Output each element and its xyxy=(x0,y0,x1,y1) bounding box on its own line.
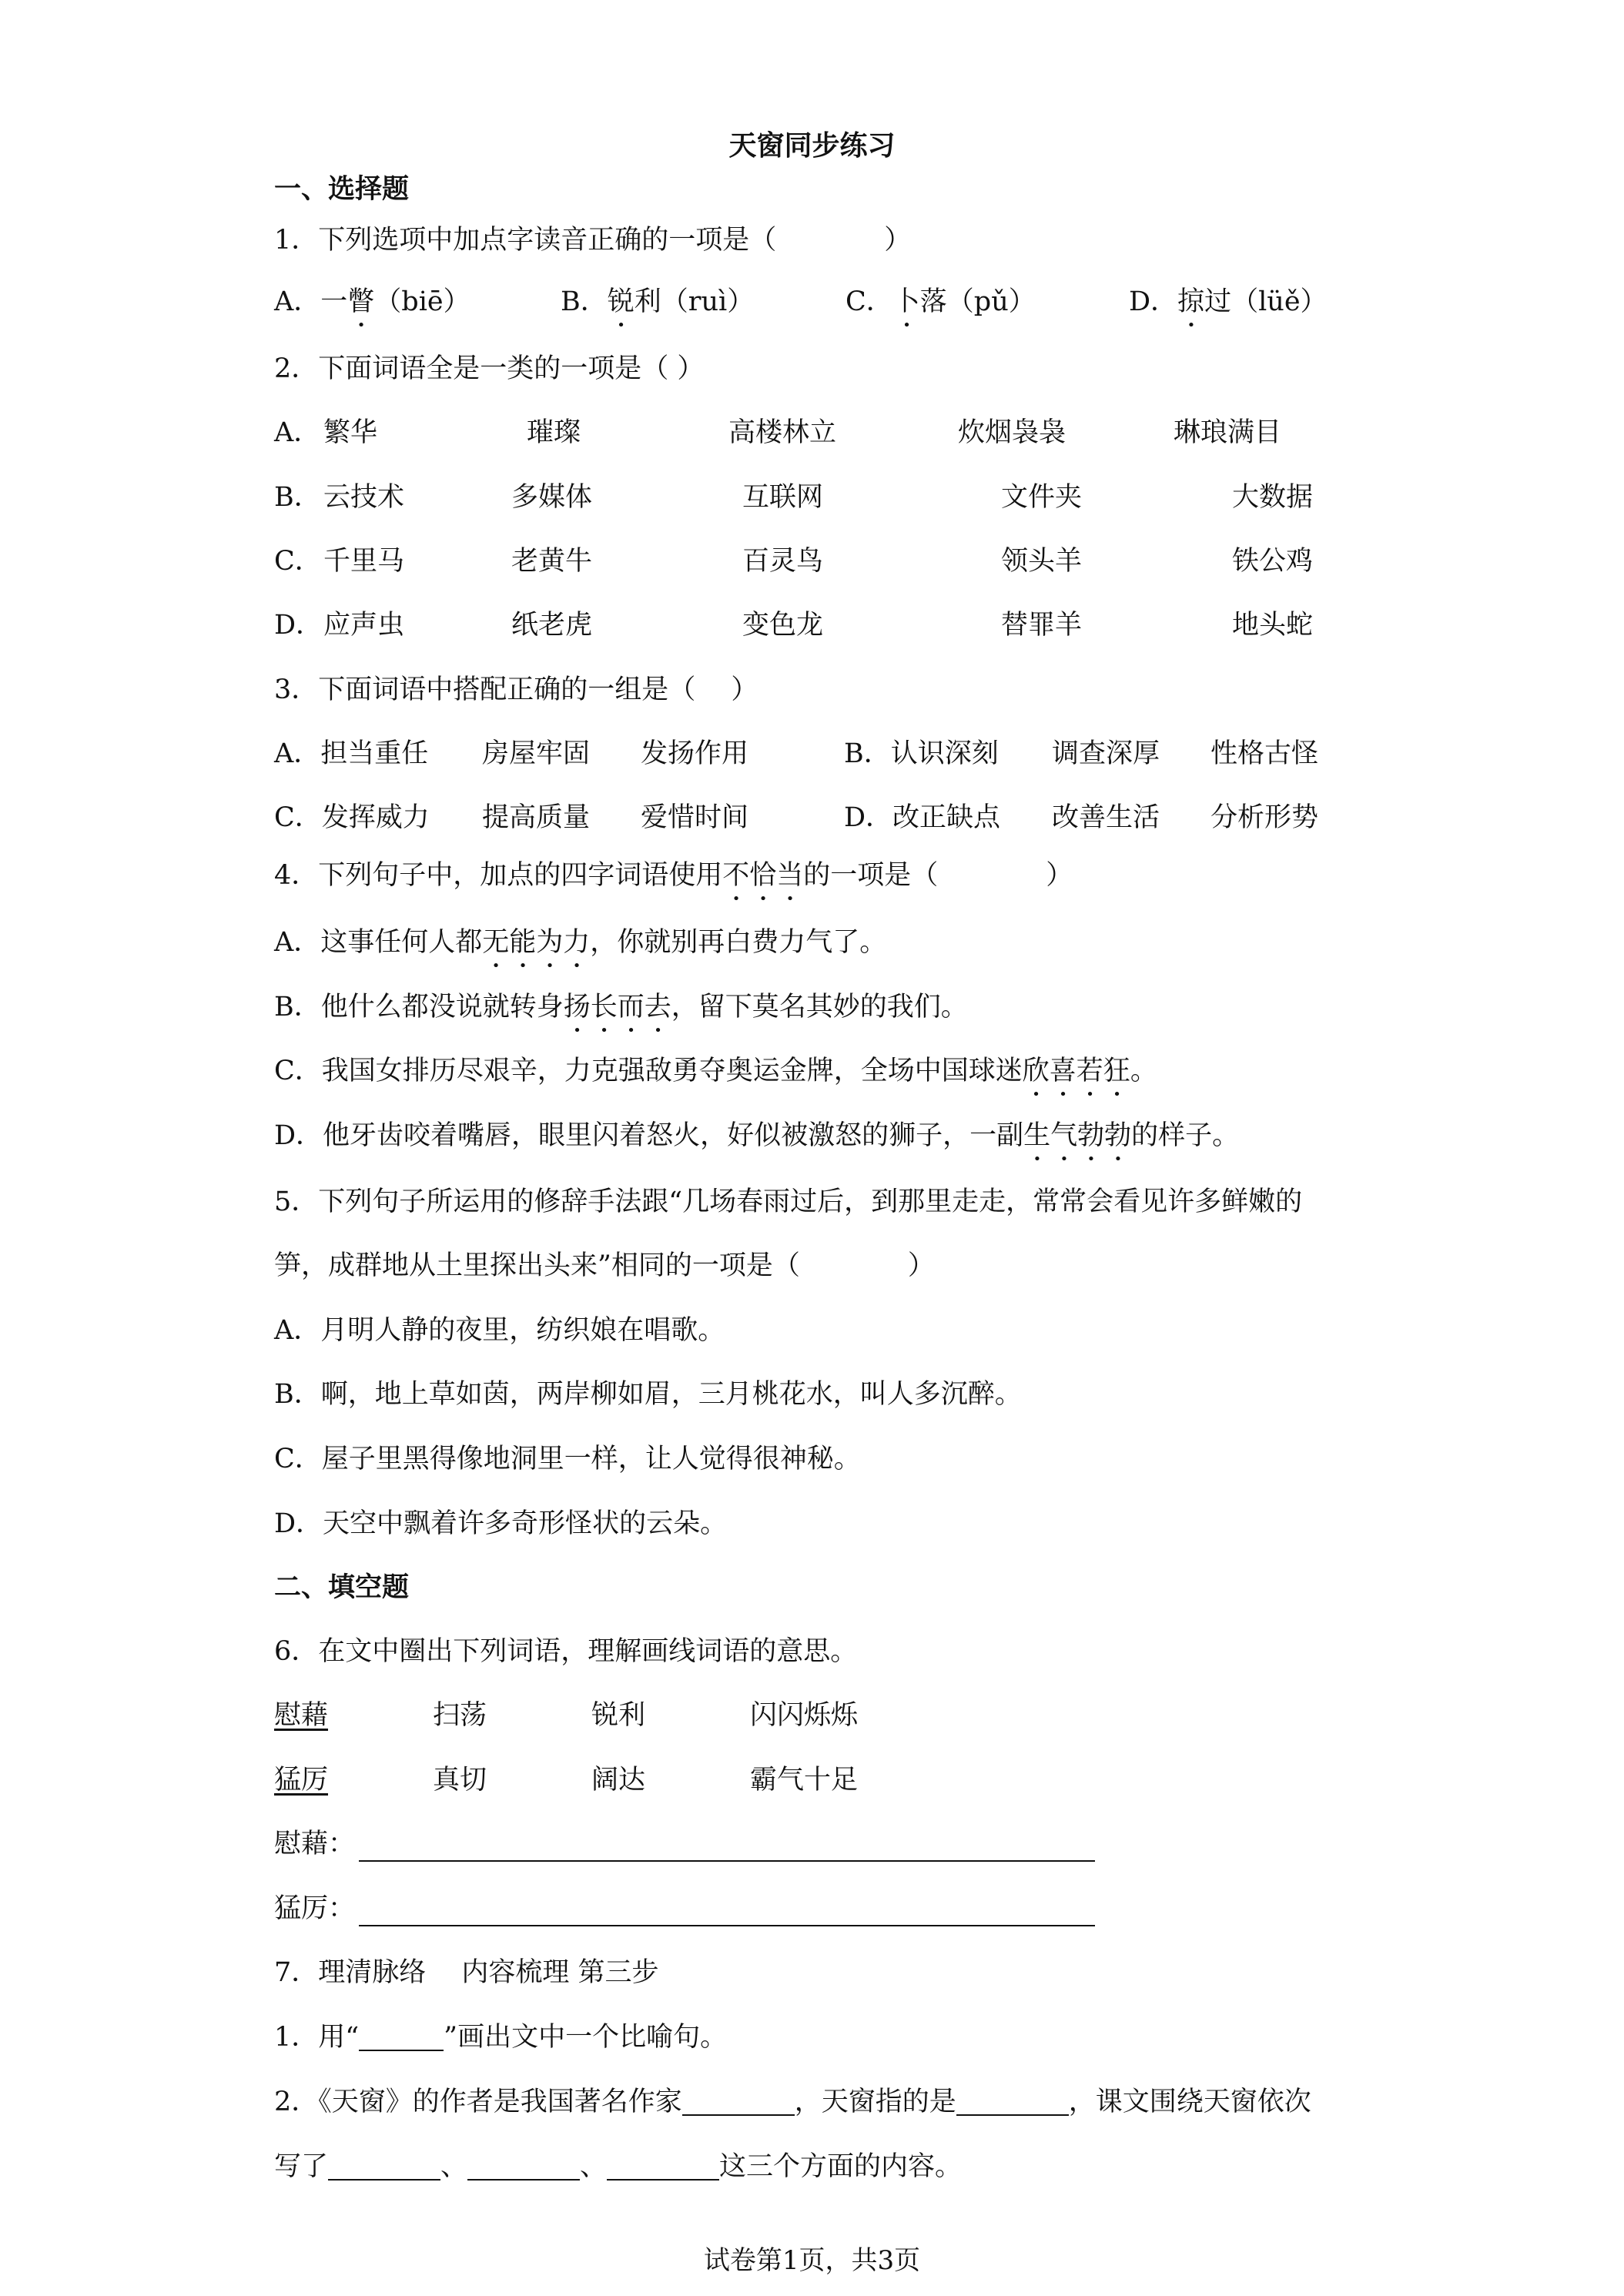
q3-item: 调查深厚 xyxy=(1052,738,1160,769)
q6-answer-label: 猛厉： xyxy=(274,1893,356,1924)
q1-option-c: C．卜落（pǔ） xyxy=(845,286,1036,317)
q7-sub3: 写了 、 、 这三个方面的内容。 xyxy=(274,2151,963,2182)
q2-option-label: B． xyxy=(274,482,321,513)
q3-item: 房屋牢固 xyxy=(482,738,591,769)
q2-word: 百灵鸟 xyxy=(742,546,824,577)
q2-word: 应声虫 xyxy=(323,610,405,641)
q2-word: 琳琅满目 xyxy=(1174,417,1282,448)
q6-word: 阔达 xyxy=(591,1765,646,1796)
q3-item: A．担当重任 xyxy=(274,738,429,769)
q6-word: 闪闪烁烁 xyxy=(750,1700,859,1731)
q2-word: 多媒体 xyxy=(511,482,593,513)
section-heading-fill: 二、填空题 xyxy=(274,1571,410,1603)
q6-word-underlined: 猛厉 xyxy=(274,1765,329,1796)
q5-option-d: D．天空中飘着许多奇形怪状的云朵。 xyxy=(274,1508,728,1539)
q5-option-a: A．月明人静的夜里，纺织娘在唱歌。 xyxy=(274,1315,725,1346)
q2-word: 璀璨 xyxy=(527,417,581,448)
q3-item: 爱惜时间 xyxy=(641,802,749,833)
q2-word: 文件夹 xyxy=(1001,482,1083,513)
q2-word: 高楼林立 xyxy=(728,417,837,448)
q2-option-label: A． xyxy=(274,417,321,448)
q2-word: 老黄牛 xyxy=(511,546,593,577)
q2-word: 千里马 xyxy=(323,546,405,577)
q2-option-label: D． xyxy=(274,610,323,641)
q2-word: 铁公鸡 xyxy=(1232,546,1314,577)
q7-blank[interactable] xyxy=(682,2091,795,2116)
q7-blank[interactable] xyxy=(359,2050,444,2051)
q5-stem-line1: 5．下列句子所运用的修辞手法跟“几场春雨过后，到那里走走，常常会看见许多鲜嫩的 xyxy=(274,1186,1303,1217)
q6-word: 霸气十足 xyxy=(750,1765,859,1796)
q3-item: 提高质量 xyxy=(482,802,591,833)
q2-word: 云技术 xyxy=(323,482,405,513)
q1-option-a: A．一瞥（biē） xyxy=(274,286,470,317)
q4-stem: 4．下列句子中，加点的四字词语使用不恰当的一项是（ ） xyxy=(274,860,1073,891)
q6-stem: 6．在文中圈出下列词语，理解画线词语的意思。 xyxy=(274,1636,858,1667)
q3-item: 性格古怪 xyxy=(1210,738,1319,769)
q5-stem-line2: 笋，成群地从土里探出头来”相同的一项是（ ） xyxy=(274,1250,935,1281)
q2-word: 互联网 xyxy=(742,482,824,513)
q5-option-c: C．屋子里黑得像地洞里一样，让人觉得很神秘。 xyxy=(274,1444,861,1474)
q5-option-b: B．啊，地上草如茵，两岸柳如眉，三月桃花水，叫人多沉醉。 xyxy=(274,1379,1022,1410)
page-footer: 试卷第1页，共3页 xyxy=(703,2245,921,2276)
q4-option-d: D．他牙齿咬着嘴唇，眼里闪着怒火，好似被激怒的狮子，一副生气勃勃的样子。 xyxy=(274,1120,1240,1151)
q6-word: 扫荡 xyxy=(433,1700,487,1731)
q4-option-a: A．这事任何人都无能为力，你就别再白费力气了。 xyxy=(274,927,887,958)
q6-word-underlined: 慰藉 xyxy=(274,1700,329,1731)
q6-answer-line[interactable] xyxy=(359,1925,1095,1926)
section-heading-choice: 一、选择题 xyxy=(274,173,410,205)
q7-blank[interactable] xyxy=(956,2091,1069,2116)
q4-option-c: C．我国女排历尽艰辛，力克强敌勇夺奥运金牌，全场中国球迷欣喜若狂。 xyxy=(274,1056,1157,1086)
q6-answer-line[interactable] xyxy=(359,1860,1095,1862)
q3-item: D．改正缺点 xyxy=(844,802,1001,833)
q6-word: 真切 xyxy=(433,1765,487,1796)
page-title: 天窗同步练习 xyxy=(728,129,896,162)
q2-word: 领头羊 xyxy=(1001,546,1083,577)
q3-item: 发扬作用 xyxy=(641,738,749,769)
q1-option-d: D．掠过（lüě） xyxy=(1129,286,1328,317)
q7-sub1: 1．用“ ”画出文中一个比喻句。 xyxy=(274,2022,728,2053)
q2-word: 繁华 xyxy=(323,417,378,448)
q2-word: 大数据 xyxy=(1232,482,1314,513)
q6-word: 锐利 xyxy=(591,1700,646,1731)
q2-word: 炊烟袅袅 xyxy=(958,417,1066,448)
q3-item: B．认识深刻 xyxy=(844,738,999,769)
q7-blank[interactable] xyxy=(467,2156,580,2181)
q6-answer-label: 慰藉： xyxy=(274,1829,356,1859)
q7-blank[interactable] xyxy=(328,2156,440,2181)
q7-blank[interactable] xyxy=(607,2156,719,2181)
q3-stem: 3．下面词语中搭配正确的一组是（ ） xyxy=(274,674,758,705)
q3-item: 分析形势 xyxy=(1210,802,1319,833)
q2-word: 替罪羊 xyxy=(1001,610,1083,641)
q1-stem: 1．下列选项中加点字读音正确的一项是（ ） xyxy=(274,225,912,256)
q3-item: C．发挥威力 xyxy=(274,802,430,833)
q2-word: 地头蛇 xyxy=(1232,610,1314,641)
q4-option-b: B．他什么都没说就转身扬长而去，留下莫名其妙的我们。 xyxy=(274,992,968,1022)
q7-sub2: 2．《天窗》的作者是我国著名作家 ，天窗指的是 ，课文围绕天窗依次 xyxy=(274,2087,1311,2117)
q1-option-b: B．锐利（ruì） xyxy=(561,286,755,317)
q2-option-label: C． xyxy=(274,546,322,577)
q2-stem: 2．下面词语全是一类的一项是（ ） xyxy=(274,353,705,384)
q3-item: 改善生活 xyxy=(1052,802,1160,833)
q2-word: 变色龙 xyxy=(742,610,824,641)
q7-stem: 7．理清脉络 内容梳理 第三步 xyxy=(274,1957,659,1988)
q2-word: 纸老虎 xyxy=(511,610,593,641)
